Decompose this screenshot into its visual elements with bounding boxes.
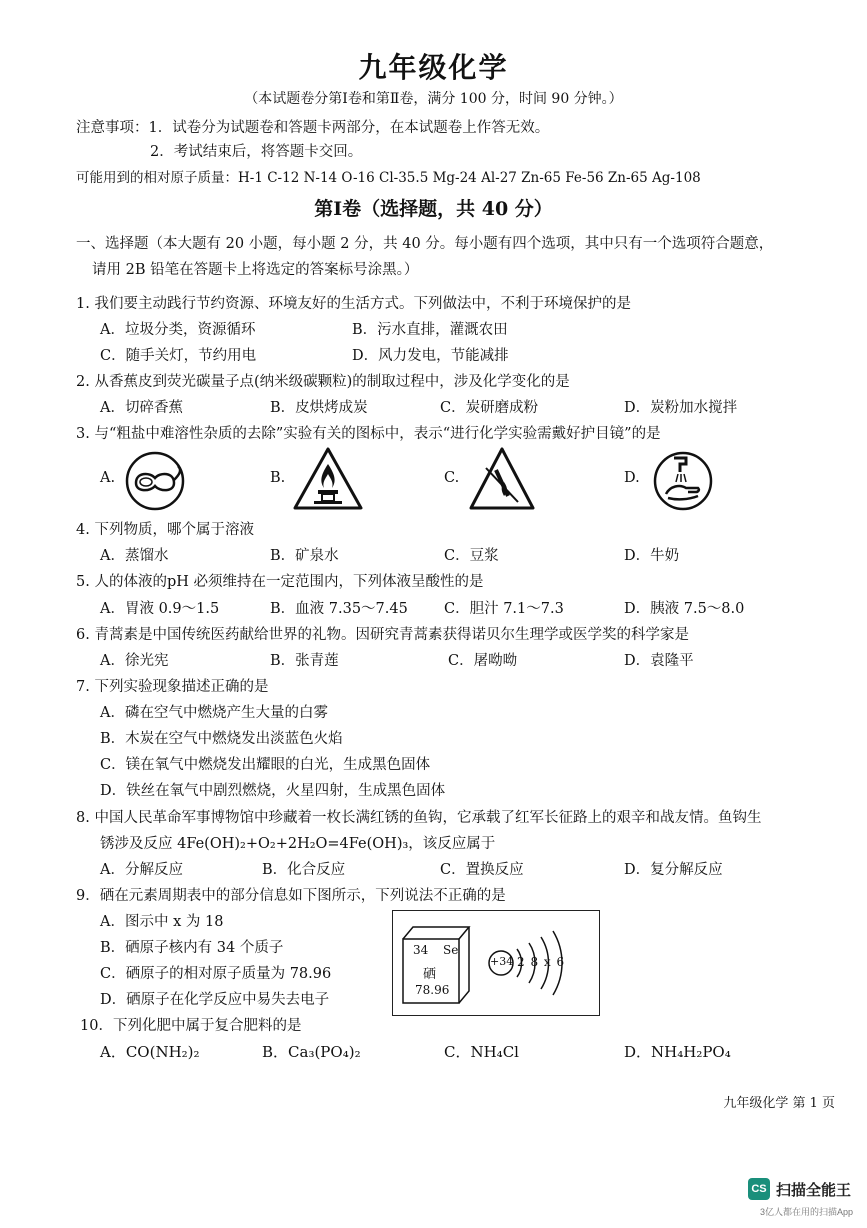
question-5-stem: 5. 人的体液的pH 必须维持在一定范围内，下列体液呈酸性的是	[76, 574, 484, 590]
question-6-stem: 6. 青蒿素是中国传统医药献给世界的礼物。因研究青蒿素获得诺贝尔生理学或医学奖的科学家是	[76, 627, 689, 643]
q2-option-b: B．皮烘烤成炭	[270, 400, 368, 416]
question-9-stem: 9．硒在元素周期表中的部分信息如下图所示，下列说法不正确的是	[76, 888, 506, 904]
q3-option-d: D.	[624, 470, 640, 486]
q9-option-d: D．硒原子在化学反应中易失去电子	[100, 992, 330, 1008]
scanner-badge	[748, 1178, 851, 1200]
notes-line-1: 注意事项：1．试卷分为试题卷和答题卡两部分，在本试题卷上作答无效。	[76, 120, 550, 136]
q4-option-d: D．牛奶	[624, 548, 680, 564]
q9-option-c: C．硒原子的相对原子质量为 78.96	[100, 966, 332, 982]
q8-option-b: B．化合反应	[262, 862, 346, 878]
goggles-icon	[124, 450, 186, 516]
q2-option-a: A．切碎香蕉	[100, 400, 183, 416]
atom-nucleus: +34	[490, 955, 514, 968]
question-1-stem: 1. 我们要主动践行节约资源、环境友好的生活方式。下列做法中，不利于环境保护的是	[76, 296, 631, 312]
selenium-figure	[392, 910, 600, 1016]
element-symbol: Se	[443, 943, 459, 957]
instructions-line-2: 请用 2B 铅笔在答题卡上将选定的答案标号涂黑。）	[92, 262, 419, 278]
q1-option-b: B．污水直排，灌溉农田	[352, 322, 508, 338]
page-title: 九年级化学	[358, 51, 509, 84]
question-10-stem: 10．下列化肥中属于复合肥料的是	[80, 1018, 302, 1034]
q5-option-b: B．血液 7.35～7.45	[270, 601, 408, 617]
q6-option-d: D．袁隆平	[624, 653, 694, 669]
q3-option-c: C.	[444, 470, 460, 486]
q10-option-a: A．CO(NH₂)₂	[100, 1043, 200, 1061]
q4-option-a: A．蒸馏水	[100, 548, 169, 564]
scanner-logo-icon: CS	[748, 1178, 770, 1200]
q8-option-d: D．复分解反应	[624, 862, 723, 878]
q3-option-b: B.	[270, 470, 286, 486]
q9-option-b: B．硒原子核内有 34 个质子	[100, 940, 284, 956]
question-8-stem-cont: 锈涉及反应 4Fe(OH)₂+O₂+2H₂O=4Fe(OH)₃，该反应属于	[100, 836, 496, 852]
notes-line-2: 2．考试结束后，将答题卡交回。	[150, 144, 363, 160]
element-number: 34	[413, 943, 429, 957]
element-name: 硒	[423, 967, 437, 982]
q7-option-b: B．木炭在空气中燃烧发出淡蓝色火焰	[100, 731, 343, 747]
question-8-stem: 8. 中国人民革命军事博物馆中珍藏着一枚长满红锈的鱼钩，它承载了红军长征路上的艰辛和战友情。鱼钩生	[76, 810, 762, 826]
q5-option-d: D．胰液 7.5～8.0	[624, 601, 745, 617]
atomic-masses: 可能用到的相对原子质量：H-1 C-12 N-14 O-16 Cl-35.5 Mg-24 Al-27 Zn-65 Fe-56 Zn-65 Ag-108	[76, 170, 701, 186]
q7-option-a: A．磷在空气中燃烧产生大量的白雾	[100, 705, 328, 721]
q8-option-a: A．分解反应	[100, 862, 183, 878]
q5-option-a: A．胃液 0.9～1.5	[100, 601, 220, 617]
q7-option-c: C．镁在氧气中燃烧发出耀眼的白光，生成黑色固体	[100, 757, 431, 773]
q6-option-b: B．张青莲	[270, 653, 339, 669]
section-title: 第Ⅰ卷（选择题，共 40 分）	[314, 198, 553, 220]
scanner-tagline: 3亿人都在用的扫描App	[760, 1207, 854, 1217]
q1-option-a: A．垃圾分类，资源循环	[100, 322, 256, 338]
scanner-name: 扫描全能王	[776, 1181, 852, 1199]
hand-wash-icon	[652, 450, 714, 516]
q4-option-c: C．豆浆	[444, 548, 499, 564]
q2-option-d: D．炭粉加水搅拌	[624, 400, 738, 416]
page-subtitle: （本试题卷分第Ⅰ卷和第Ⅱ卷，满分 100 分，时间 90 分钟。）	[244, 91, 623, 107]
q10-option-c: C．NH₄Cl	[444, 1043, 519, 1061]
question-7-stem: 7. 下列实验现象描述正确的是	[76, 679, 269, 695]
q1-option-c: C．随手关灯，节约用电	[100, 348, 257, 364]
q4-option-b: B．矿泉水	[270, 548, 339, 564]
q10-option-b: B．Ca₃(PO₄)₂	[262, 1043, 361, 1061]
burner-flame-icon	[292, 446, 364, 516]
question-2-stem: 2. 从香蕉皮到荧光碳量子点(纳米级碳颗粒)的制取过程中，涉及化学变化的是	[76, 374, 570, 390]
q6-option-c: C．屠呦呦	[448, 653, 518, 669]
question-4-stem: 4. 下列物质，哪个属于溶液	[76, 522, 254, 538]
q6-option-a: A．徐光宪	[100, 653, 169, 669]
q1-option-d: D．风力发电，节能减排	[352, 348, 509, 364]
q8-option-c: C．置换反应	[440, 862, 524, 878]
element-mass: 78.96	[415, 983, 450, 997]
q9-option-a: A．图示中 x 为 18	[100, 914, 224, 930]
q10-option-d: D．NH₄H₂PO₄	[624, 1043, 731, 1061]
instructions-line-1: 一、选择题（本大题有 20 小题，每小题 2 分，共 40 分。每小题有四个选项，其中只有一个选项符合题意，	[76, 236, 774, 252]
q3-option-a: A.	[100, 470, 116, 486]
page-footer: 九年级化学 第 1 页	[723, 1096, 835, 1111]
no-flame-icon	[468, 446, 536, 516]
q5-option-c: C．胆汁 7.1～7.3	[444, 601, 564, 617]
electron-shells: 2 8 x 6	[517, 955, 566, 969]
q2-option-c: C．炭研磨成粉	[440, 400, 539, 416]
question-3-stem: 3. 与“粗盐中难溶性杂质的去除”实验有关的图标中，表示“进行化学实验需戴好护目镜”的是	[76, 426, 661, 442]
q7-option-d: D．铁丝在氧气中剧烈燃烧，火星四射，生成黑色固体	[100, 783, 446, 799]
